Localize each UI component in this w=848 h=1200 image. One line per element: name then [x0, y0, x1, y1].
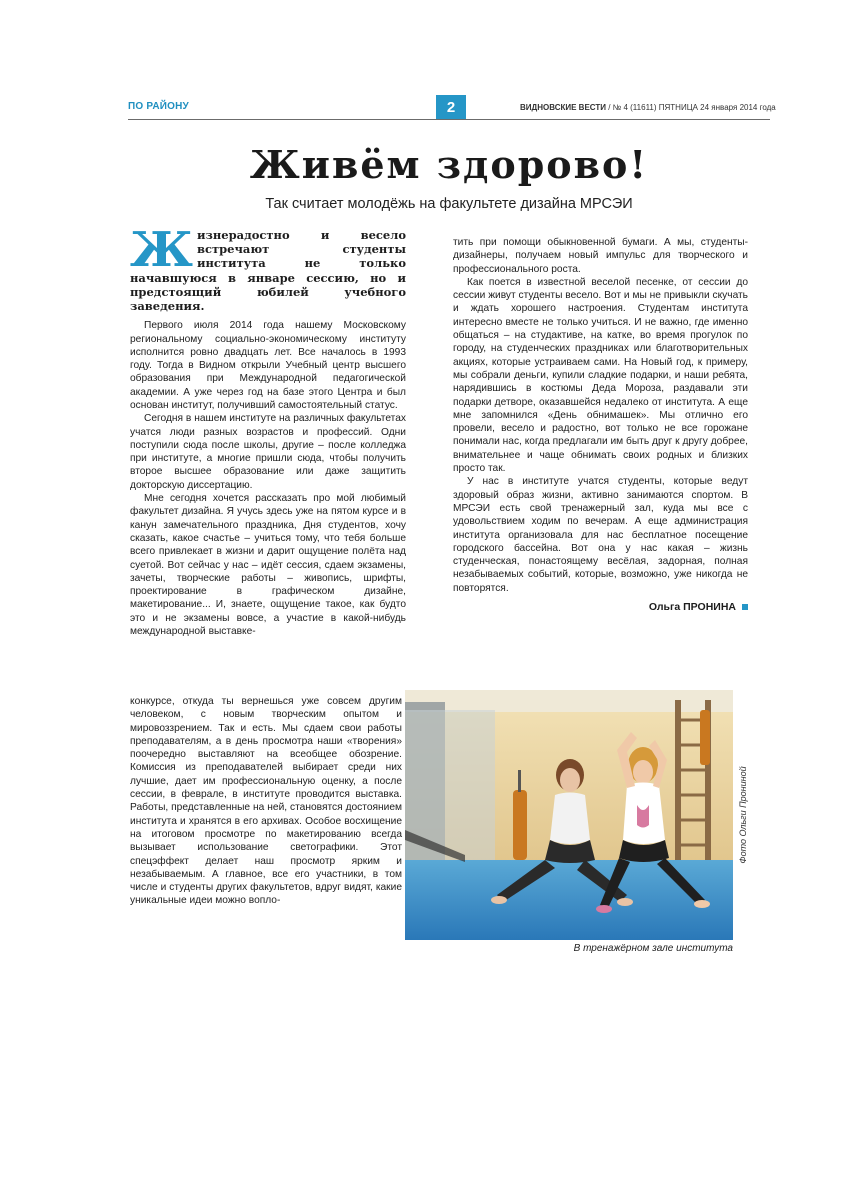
author-name: Ольга ПРОНИНА	[648, 601, 736, 614]
author-mark-icon	[742, 604, 748, 610]
bottom-left-column	[130, 695, 402, 908]
masthead-issue: / № 4 (11611) ПЯТНИЦА 24 января 2014 года	[606, 103, 776, 112]
paragraph: У нас в институте учатся студенты, которые ведут здоровый образ жизни, активно занимаются спортом. В МРСЭИ есть свой тренажерный зал, куда мы все с удовольствием ходим по вечерам. А еще администрация института организовала для нас бесплатное посещение городского бассейна. Вот она у нас какая – жизнь студенческая, понастоящему весёлая, задорная, полная незабываемых событий, которые, возможно, уже никогда не повторятся.	[453, 476, 748, 594]
article-headline: Живём здорово!	[249, 142, 649, 187]
lead-text: изнерадостно и весело встречают студенты института не только начавшуюся в январе сессию, но и предстоящий юбилей учебного заведения.	[130, 228, 406, 314]
page-header	[128, 95, 776, 121]
dropcap: Ж	[130, 222, 193, 278]
left-column	[130, 222, 406, 638]
section-label: ПО РАЙОНУ	[128, 101, 189, 112]
photo-credit	[736, 694, 750, 936]
header-rule	[128, 119, 770, 120]
masthead	[520, 103, 776, 112]
author-byline	[453, 601, 748, 614]
masthead-name: ВИДНОВСКИЕ ВЕСТИ	[520, 103, 606, 112]
article-subheadline: Так считает молодёжь на факультете дизайна МРСЭИ	[265, 196, 633, 212]
gym-photo-illustration	[405, 690, 733, 940]
paragraph: Первого июля 2014 года нашему Московскому региональному социально-экономическому институту исполнится ровно двадцать лет. Все началось в 1993 году. Тогда в Видном открыли Учебный центр высшего образования при Международной педагогической академии. А уже через год на базе этого Центра и был основан институт, получивший самостоятельный статус.	[130, 320, 406, 411]
paragraph: тить при помощи обыкновенной бумаги. А мы, студенты-дизайнеры, получаем новый импульс для творческого и профессионального роста.	[453, 237, 748, 275]
paragraph: Сегодня в нашем институте на различных факультетах учатся люди разных возрастов и профессий. Одни поступили сюда после школы, другие – после колледжа при институте, а многие пришли сюда, чтобы получить второе высшее образование или даже защитить докторскую диссертацию.	[130, 413, 406, 491]
paragraph: конкурсе, откуда ты вернешься уже совсем другим человеком, с новым творческим опытом и мировоззрением. Так и есть. Мы сдаем свои работы преподавателям, а в день просмотра наши «творения» поочередно выставляют на всеобщее обозрение. Комиссия из преподавателей выбирает среди них лучшие, дает им профессиональную оценку, а после сессии, в феврале, в институте проводится выставка. Работы, представленные на ней, становятся достоянием института и хранятся в его архивах. Особое восхищение на итоговом просмотре по макетированию всегда вызывает использование светографики. Этот спецэффект делает наш просмотр ярким и незабываемым. А главное, все его участники, в том числе и студенты других факультетов, вдруг видят, какие уникальные идеи можно вопло-	[130, 696, 402, 907]
right-column	[453, 236, 748, 614]
article-lead	[130, 222, 406, 314]
paragraph: Мне сегодня хочется рассказать про мой любимый факультет дизайна. Я учусь здесь уже на пятом курсе и в канун замечательного праздника, Дня студентов, хочу сказать, какое счастье – учиться тому, что тебя больше всего привлекает в жизни и дарит ощущение полёта над суетой. Вот сейчас у нас – идёт сессия, сдаем экзамены, зачеты, творческие работы – живопись, шрифты, проектирование в графическом дизайне, макетирование... И, знаете, ощущение такое, как будто это и не экзамены вовсе, а участие в какой-нибудь международной выставке-	[130, 493, 406, 638]
photo-credit-text: Фото Ольги Прониной	[738, 766, 748, 864]
article-photo	[405, 690, 733, 940]
photo-caption: В тренажёрном зале института	[573, 943, 733, 954]
paragraph: Как поется в известной веселой песенке, от сессии до сессии живут студенты весело. Вот и мы не привыкли скучать и ждать хорошего настроения. Студентам института интересно вместе не только учиться. И не важно, где именно общаться – на студактиве, на катке, во время прогулок по городу, на студенческих праздниках или благотворительных акциях, которые устраиваем сами. На Новый год, к примеру, мы собрали деньги, купили сладкие подарки, и наши ребята, нарядившись в костюмы Деда Мороза, раздавали эти подарки детворе, оказавшейся недалеко от института. А еще мне запомнился «День обнимашек». Мы отлично его провели, весело и радостно, вот только не все горожане понимали нас, когда предлагали им быть друг к другу добрее, внимательнее и чаще обнимать своих родных и близких просто так.	[453, 276, 748, 475]
page-number: 2	[436, 95, 466, 120]
